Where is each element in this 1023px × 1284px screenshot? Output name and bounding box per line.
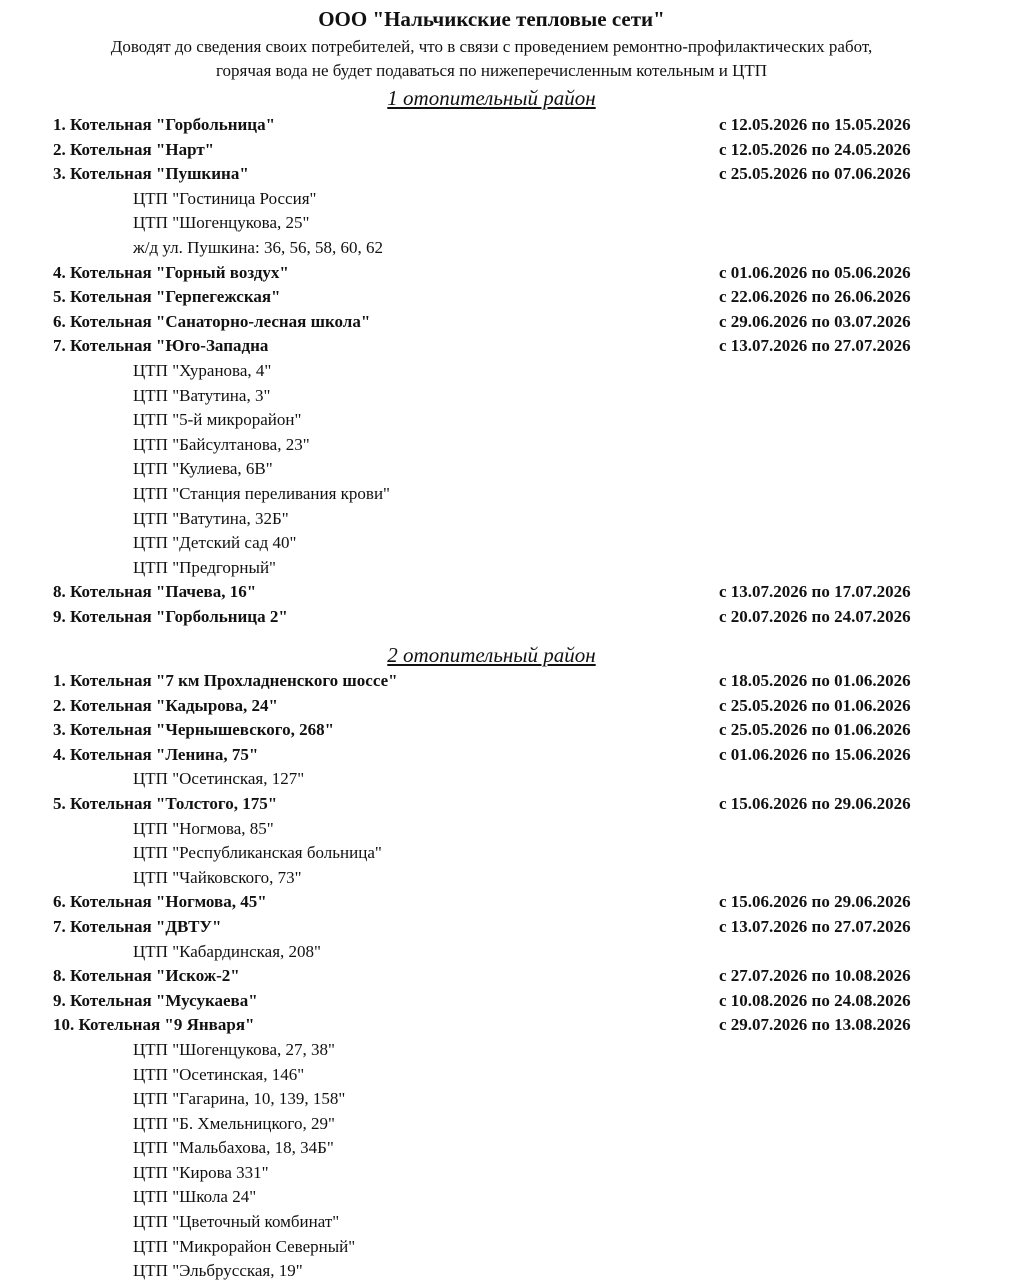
substation-row <box>0 817 1023 842</box>
boiler-name: 8. Котельная "Пачева, 16" <box>53 582 257 602</box>
boiler-name: 3. Котельная "Пушкина" <box>53 164 249 184</box>
substation-name: ЦТП "Мальбахова, 18, 34Б" <box>133 1138 334 1158</box>
boiler-name: 5. Котельная "Толстого, 175" <box>53 793 278 813</box>
boiler-row <box>0 669 1023 694</box>
substation-name: ЦТП "Микрорайон Северный" <box>133 1236 356 1256</box>
outage-dates: с 12.05.2026 по 24.05.2026 <box>719 139 911 159</box>
outage-dates: с 01.06.2026 по 05.06.2026 <box>719 262 911 282</box>
substation-name: ЦТП "Станция переливания крови" <box>133 483 390 503</box>
substation-row <box>0 187 1023 212</box>
substation-row <box>0 1112 1023 1137</box>
boiler-row <box>0 890 1023 915</box>
substation-row <box>0 866 1023 891</box>
outage-dates: с 15.06.2026 по 29.06.2026 <box>719 793 911 813</box>
substation-row <box>0 1235 1023 1260</box>
boiler-row <box>0 580 1023 605</box>
substation-name: ж/д ул. Пушкина: 36, 56, 58, 60, 62 <box>133 237 383 257</box>
boiler-name: 1. Котельная "7 км Прохладненского шоссе" <box>53 671 398 690</box>
substation-row <box>0 408 1023 433</box>
outage-dates: с 13.07.2026 по 27.07.2026 <box>719 916 911 936</box>
substation-name: ЦТП "Кирова 331" <box>133 1162 269 1182</box>
outage-dates: с 29.06.2026 по 03.07.2026 <box>719 311 911 331</box>
boiler-row <box>0 915 1023 940</box>
boiler-name: 9. Котельная "Мусукаева" <box>53 990 258 1010</box>
substation-name: ЦТП "Чайковского, 73" <box>133 867 302 887</box>
boiler-name: 1. Котельная "Горбольница" <box>53 115 276 134</box>
boiler-name: 8. Котельная "Искож-2" <box>53 966 240 986</box>
substation-row <box>0 1087 1023 1112</box>
boiler-row <box>0 1013 1023 1038</box>
substation-name: ЦТП "Эльбрусская, 19" <box>133 1261 303 1281</box>
substation-row <box>0 482 1023 507</box>
boiler-name: 4. Котельная "Ленина, 75" <box>53 744 259 764</box>
substation-name: ЦТП "Детский сад 40" <box>133 533 297 553</box>
substation-name: ЦТП "Предгорный" <box>133 557 276 577</box>
substation-name: ЦТП "Шогенцукова, 27, 38" <box>133 1039 335 1059</box>
substation-row <box>0 1210 1023 1235</box>
substation-row <box>0 841 1023 866</box>
boiler-name: 7. Котельная "ДВТУ" <box>53 916 222 936</box>
boiler-row <box>0 605 1023 630</box>
substation-row <box>0 384 1023 409</box>
outage-dates: с 29.07.2026 по 13.08.2026 <box>719 1015 911 1035</box>
boiler-name: 3. Котельная "Чернышевского, 268" <box>53 720 335 740</box>
boiler-name: 10. Котельная "9 Января" <box>53 1015 255 1035</box>
notice-line-2: горячая вода не будет подаваться по нижеперечисленным котельным и ЦТП <box>215 61 768 80</box>
substation-name: ЦТП "Байсултанова, 23" <box>133 434 310 454</box>
outage-dates: с 20.07.2026 по 24.07.2026 <box>719 606 911 626</box>
outage-dates: с 25.05.2026 по 01.06.2026 <box>719 720 911 740</box>
substation-row <box>0 1161 1023 1186</box>
substation-name: ЦТП "Ногмова, 85" <box>133 818 274 838</box>
outage-dates: с 10.08.2026 по 24.08.2026 <box>719 990 911 1010</box>
substation-row <box>0 1185 1023 1210</box>
outage-dates: с 12.05.2026 по 15.05.2026 <box>719 115 911 134</box>
boiler-row <box>0 694 1023 719</box>
outage-dates: с 25.05.2026 по 07.06.2026 <box>719 164 911 184</box>
substation-name: ЦТП "Кабардинская, 208" <box>133 941 321 961</box>
boiler-name: 2. Котельная "Кадырова, 24" <box>53 695 278 715</box>
boiler-name: 2. Котельная "Нарт" <box>53 139 215 159</box>
boiler-name: 9. Котельная "Горбольница 2" <box>53 606 288 626</box>
boiler-row <box>0 261 1023 286</box>
district-1-list <box>0 113 1023 629</box>
substation-name: ЦТП "Б. Хмельницкого, 29" <box>133 1113 335 1133</box>
substation-row <box>0 1259 1023 1284</box>
boiler-row <box>0 964 1023 989</box>
substation-name: ЦТП "5-й микрорайон" <box>133 410 302 430</box>
substation-name: ЦТП "Республиканская больница" <box>133 843 382 863</box>
district-2-heading: 2 отопительный район <box>387 643 596 667</box>
district-2-list <box>0 669 1023 1284</box>
boiler-row <box>0 138 1023 163</box>
outage-dates: с 13.07.2026 по 17.07.2026 <box>719 582 911 602</box>
boiler-row <box>0 792 1023 817</box>
outage-dates: с 22.06.2026 по 26.06.2026 <box>719 287 911 307</box>
substation-name: ЦТП "Осетинская, 127" <box>133 769 305 789</box>
substation-row <box>0 940 1023 965</box>
boiler-row <box>0 285 1023 310</box>
boiler-name: 4. Котельная "Горный воздух" <box>53 262 289 282</box>
substation-row <box>0 531 1023 556</box>
substation-name: ЦТП "Цветочный комбинат" <box>133 1212 340 1232</box>
boiler-row <box>0 718 1023 743</box>
boiler-name: 6. Котельная "Санаторно-лесная школа" <box>53 311 371 331</box>
substation-name: ЦТП "Ватутина, 32Б" <box>133 508 289 528</box>
substation-row <box>0 767 1023 792</box>
substation-name: ЦТП "Осетинская, 146" <box>133 1064 305 1084</box>
boiler-name: 6. Котельная "Ногмова, 45" <box>53 892 267 912</box>
outage-dates: с 25.05.2026 по 01.06.2026 <box>719 695 911 715</box>
substation-name: ЦТП "Кулиева, 6В" <box>133 459 273 479</box>
substation-row <box>0 359 1023 384</box>
substation-name: ЦТП "Хуранова, 4" <box>133 360 272 380</box>
outage-dates: с 27.07.2026 по 10.08.2026 <box>719 966 911 986</box>
outage-dates: с 18.05.2026 по 01.06.2026 <box>719 671 911 690</box>
boiler-row <box>0 989 1023 1014</box>
substation-row <box>0 433 1023 458</box>
boiler-row <box>0 743 1023 768</box>
district-1-heading: 1 отопительный район <box>387 86 596 110</box>
substation-name: ЦТП "Гагарина, 10, 139, 158" <box>133 1089 346 1109</box>
substation-row <box>0 211 1023 236</box>
substation-row <box>0 1038 1023 1063</box>
substation-row <box>0 457 1023 482</box>
document-title: ООО "Нальчикские тепловые сети" <box>318 7 665 31</box>
boiler-row <box>0 162 1023 187</box>
boiler-row <box>0 334 1023 359</box>
substation-row <box>0 507 1023 532</box>
boiler-row <box>0 310 1023 335</box>
substation-row <box>0 556 1023 581</box>
outage-dates: с 13.07.2026 по 27.07.2026 <box>719 336 911 356</box>
boiler-name: 7. Котельная "Юго-Западна <box>53 336 269 356</box>
substation-name: ЦТП "Школа 24" <box>133 1187 257 1207</box>
substation-name: ЦТП "Шогенцукова, 25" <box>133 213 310 233</box>
notice-line-1: Доводят до сведения своих потребителей, что в связи с проведением ремонтно-профилактических работ, <box>110 37 873 56</box>
boiler-name: 5. Котельная "Герпегежская" <box>53 287 281 307</box>
boiler-row <box>0 113 1023 138</box>
outage-dates: с 01.06.2026 по 15.06.2026 <box>719 744 911 764</box>
outage-dates: с 15.06.2026 по 29.06.2026 <box>719 892 911 912</box>
substation-name: ЦТП "Ватутина, 3" <box>133 385 271 405</box>
substation-row <box>0 1136 1023 1161</box>
substation-row <box>0 236 1023 261</box>
substation-row <box>0 1063 1023 1088</box>
substation-name: ЦТП "Гостиница Россия" <box>133 188 317 208</box>
